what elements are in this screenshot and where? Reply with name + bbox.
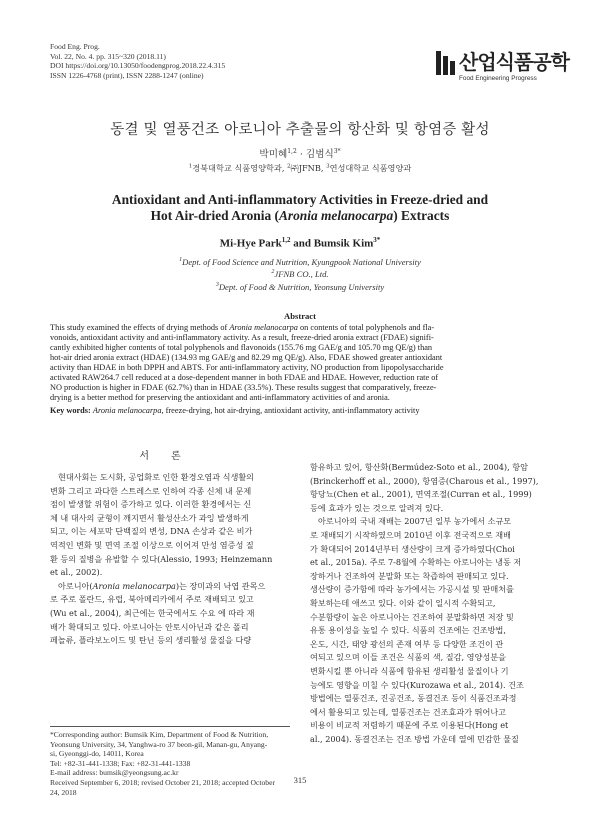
keywords: Key words: Aronia melanocarpa, freeze-drying, hot air-drying, antioxidant activity, anti-inflammatory activity: [50, 406, 420, 415]
body-line: 항당뇨(Chen et al., 2001), 면역조절(Curran et al., 1999): [310, 489, 532, 500]
logo-subtitle: Food Engineering Progress: [459, 75, 537, 82]
body-line: 점이 발생할 위험이 증가하고 있다. 이러한 환경에서는 신: [50, 499, 252, 510]
abstract-line: drying is a better method for preserving the antioxidant and anti-inflammatory activities of and aronia.: [50, 392, 390, 402]
body-line: et al., 2015a). 주로 7-8월에 수확하는 아로니아는 냉동 저: [310, 557, 522, 568]
body-line: 배가 확대되고 있다. 아로니아는 안토시아닌과 같은 폴리: [50, 621, 249, 632]
right-column-body: [310, 461, 554, 746]
body-line: 수분함량이 높은 아로니아는 건조하여 분말화하면 저장 및: [310, 611, 514, 622]
body-line: 생산량이 증가함에 따라 농가에서는 가공시설 및 판매처를: [310, 584, 514, 595]
abstract-line: cantly exhibited higher contents of total polyphenols and flavonoids (155.76 mg GAE/g and 105.70 mg QE/g) than: [50, 342, 433, 352]
journal-volume: Vol. 22, No. 4. pp. 315~320 (2018.11): [50, 51, 166, 61]
body-line: 방법에는 열풍건조, 진공건조, 동결건조 등이 식품건조과정: [310, 693, 517, 704]
body-line: 유통 용이성을 높일 수 있다. 식품의 건조에는 건조방법,: [310, 625, 506, 636]
body-line: (Wu et al., 2004), 최근에는 한국에서도 수요 에 따라 재: [50, 607, 255, 618]
body-line: 비용이 비교적 저렴하기 때문에 주로 이용된다(Hong et: [310, 720, 509, 731]
affiliation-1: $^1$Dept. of Food Science and Nutrition, Kyungpook National University: [179, 256, 421, 267]
body-line: et al., 2002).: [50, 567, 103, 578]
footnote-email: E-mail address: bumsik@yeongsung.ac.kr: [50, 768, 179, 778]
body-line: 역적인 변화 및 면역 조절 이상으로 이어져 만성 염증성 질: [50, 539, 254, 550]
body-line: 되고, 이는 세포막 단백질의 변성, DNA 손상과 같은 비가: [50, 526, 253, 537]
body-line: 아로니아(Aronia melanocarpa)는 장미과의 낙엽 관목으: [58, 580, 266, 591]
affiliations-english: [0, 255, 600, 292]
body-line: 온도, 시간, 태양 광선의 존재 여부 등 다양한 조건이 관: [310, 638, 504, 649]
abstract-line: vonoids, antioxidant activity and anti-inflammatory activity. As a result, freeze-dried aronia extract (FDAE) signifi-: [50, 332, 434, 342]
abstract-body: [50, 323, 550, 403]
abstract-heading: Abstract: [284, 311, 316, 321]
footnote-line: *Corresponding author: Bumsik Kim, Department of Food & Nutrition,: [50, 730, 269, 739]
body-line: 등에 효과가 있는 것으로 알려져 있다.: [310, 502, 444, 513]
abstract-line: activity than HDAE in both DPPH and ABTS. For anti-inflammatory activity, NO production from lipopolysaccharide: [50, 362, 444, 372]
body-line: 현대사회는 도시화, 공업화로 인한 환경오염과 식생활의: [58, 472, 255, 482]
journal-issn: ISSN 1226-4768 (print), ISSN 2288-1247 (online): [50, 70, 204, 80]
body-line: 로 주로 폴란드, 유럽, 북아메리카에서 주로 재배되고 있고: [50, 594, 254, 605]
title-english: [60, 192, 540, 223]
abstract-line: activated RAW264.7 cell reduced at a dose-dependent manner in both FDAE and HDAE. However, reduction rate of: [50, 372, 439, 382]
body-line: 능에도 영향을 미칠 수 있다(Kurozawa et al., 2014). 건조: [310, 679, 524, 690]
body-line: (Brinckerhoff et al., 2000), 항염증(Charous et al., 1997),: [310, 475, 539, 486]
journal-name: Food Eng. Prog.: [50, 42, 100, 51]
left-column-body: [50, 471, 292, 648]
footnote-line: 24, 2018: [50, 787, 77, 797]
body-line: 로 재배되기 시작하였으며 2010년 이후 전국적으로 재배: [310, 529, 511, 540]
body-line: 가 확대되어 2014년부터 생산량이 크게 증가하였다(Choi: [310, 543, 515, 554]
title-korean: 동결 및 열풍건조 아로니아 추출물의 항산화 및 항염증 활성: [110, 122, 490, 138]
body-line: 에서 활용되고 있는데, 열풍건조는 건조효과가 뛰어나고: [310, 706, 507, 717]
body-line: al., 2004). 동결건조는 건조 방법 가운데 열에 민감한 물질: [310, 733, 519, 744]
body-line: 변화 그리고 과다한 스트레스로 인하여 각종 신체 내 문제: [50, 485, 252, 496]
title-english-line1: Antioxidant and Anti-inflammatory Activities in Freeze-dried and: [111, 192, 489, 207]
footnote-divider: [50, 726, 290, 727]
logo-title: 산업식품공학: [459, 50, 569, 74]
body-line: 아로니아의 국내 재배는 2007년 일부 농가에서 소규모: [318, 516, 512, 527]
abstract-line: This study examined the effects of drying methods of Aronia melanocarpa on contents of total polyphenols and fla-: [50, 323, 435, 332]
abstract-line: NO production is higher in FDAE (62.7%) than in HDAE (33.5%). These results suggest that comparatively, freeze-: [50, 382, 437, 392]
page-number: 315: [293, 775, 307, 785]
footnote-line: si, Gyeonggi-do, 14011, Korea: [50, 749, 144, 759]
logo-mark-icon: [435, 48, 457, 78]
footnote-line: Received September 6, 2018; revised October 21, 2018; accepted October: [50, 777, 275, 787]
authors-english: Mi-Hye Park$^{1,2}$ and Bumsik Kim$^{3*}$: [219, 236, 381, 250]
section-heading-introduction: 서론: [139, 451, 203, 462]
affiliation-3: $^3$Dept. of Food & Nutrition, Yeonsung University: [215, 281, 385, 292]
body-line: 확보하는데 애쓰고 있다. 이와 같이 일시적 수확되고,: [310, 597, 496, 608]
keywords-label: Key words:: [50, 406, 91, 415]
affiliations-korean: $^1$경북대학교 식품영양학과, $^2$㈜JFNB, $^3$연성대학교 식품영양과: [188, 163, 412, 173]
body-line: 페놀류, 플라보노이드 및 탄닌 등의 생리활성 물질을 다량: [50, 635, 252, 646]
body-line: 환 등의 질병을 유발할 수 있다(Alessio, 1993; Heinzemann: [50, 553, 273, 564]
journal-doi: DOI https://doi.org/10.13050/foodengprog.2018.22.4.315: [50, 61, 226, 71]
corresponding-author-footnote: [50, 730, 295, 797]
affiliation-2: $^2$JFNB CO., Ltd.: [271, 269, 329, 280]
body-line: 장하거나 건조하여 분말화 또는 착즙하여 판매되고 있다.: [310, 570, 509, 581]
journal-logo: [435, 48, 569, 92]
body-line: 함유하고 있어, 항산화(Bermúdez-Soto et al., 2004), 항암: [310, 462, 528, 472]
body-line: 여되고 있으며 이들 조건은 식품의 색, 질감, 영양성분을: [310, 652, 506, 663]
footnote-line: Tel: +82-31-441-1338; Fax: +82-31-441-1338: [50, 758, 191, 768]
journal-metadata: [50, 42, 380, 80]
footnote-line: Yeonsung University, 34, Yanghwa-ro 37 beon-gil, Manan-gu, Anyang-: [50, 739, 268, 749]
abstract-line: hot-air dried aronia extract (HDAE) (134.93 mg GAE/g and 82.29 mg QE/g). Also, FDAE showed greater antioxidant: [50, 352, 443, 362]
title-english-line2: Hot Air-dried Aronia (Aronia melanocarpa) Extracts: [150, 207, 450, 223]
authors-korean: 박미혜$^{1,2}$ · 김범식$^{3*}$: [259, 147, 341, 160]
body-line: 체 내 대사의 균형이 깨지면서 활성산소가 과잉 발생하게: [50, 512, 249, 523]
body-line: 변화시킬 뿐 아니라 식품에 함유된 생리활성 물질이나 기: [310, 665, 509, 676]
